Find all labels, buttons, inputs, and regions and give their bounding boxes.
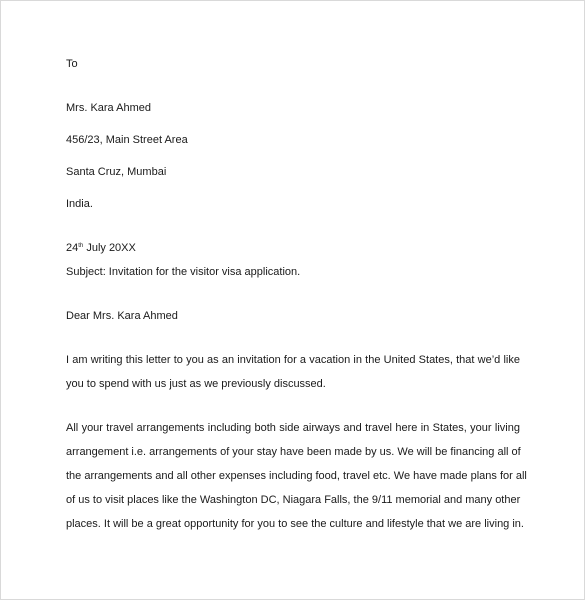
- date-suffix: th: [78, 243, 84, 249]
- address-line-2: Santa Cruz, Mumbai: [66, 166, 167, 178]
- paragraph-2-line-4: of us to visit places like the Washington DC, Niagara Falls, the 9/11 memorial and many other: [66, 494, 521, 506]
- paragraph-1-line-1: I am writing this letter to you as an invitation for a vacation in the United States, that we’d like: [66, 354, 520, 366]
- paragraph-2-line-5: places. It will be a great opportunity for you to see the culture and lifestyle that we are living in.: [66, 518, 524, 530]
- subject-line: Subject: Invitation for the visitor visa application.: [66, 266, 301, 278]
- paragraph-2-line-1: All your travel arrangements including both side airways and travel here in States, your living: [66, 422, 520, 434]
- date-day: 24: [66, 242, 79, 254]
- to-label: To: [66, 58, 78, 70]
- date-rest: July 20XX: [83, 242, 136, 254]
- paragraph-1-line-2: you to spend with us just as we previously discussed.: [66, 378, 326, 390]
- address-country: India.: [66, 198, 93, 210]
- paragraph-2-line-3: the arrangements and all other expenses including food, travel etc. We have made plans for all: [66, 470, 527, 482]
- address-line-1: 456/23, Main Street Area: [66, 134, 188, 146]
- paragraph-2-line-2: arrangement i.e. arrangements of your stay have been made by us. We will be financing all of: [66, 446, 521, 458]
- greeting: Dear Mrs. Kara Ahmed: [66, 310, 178, 322]
- letter-date: [66, 241, 136, 255]
- recipient-name: Mrs. Kara Ahmed: [66, 102, 151, 114]
